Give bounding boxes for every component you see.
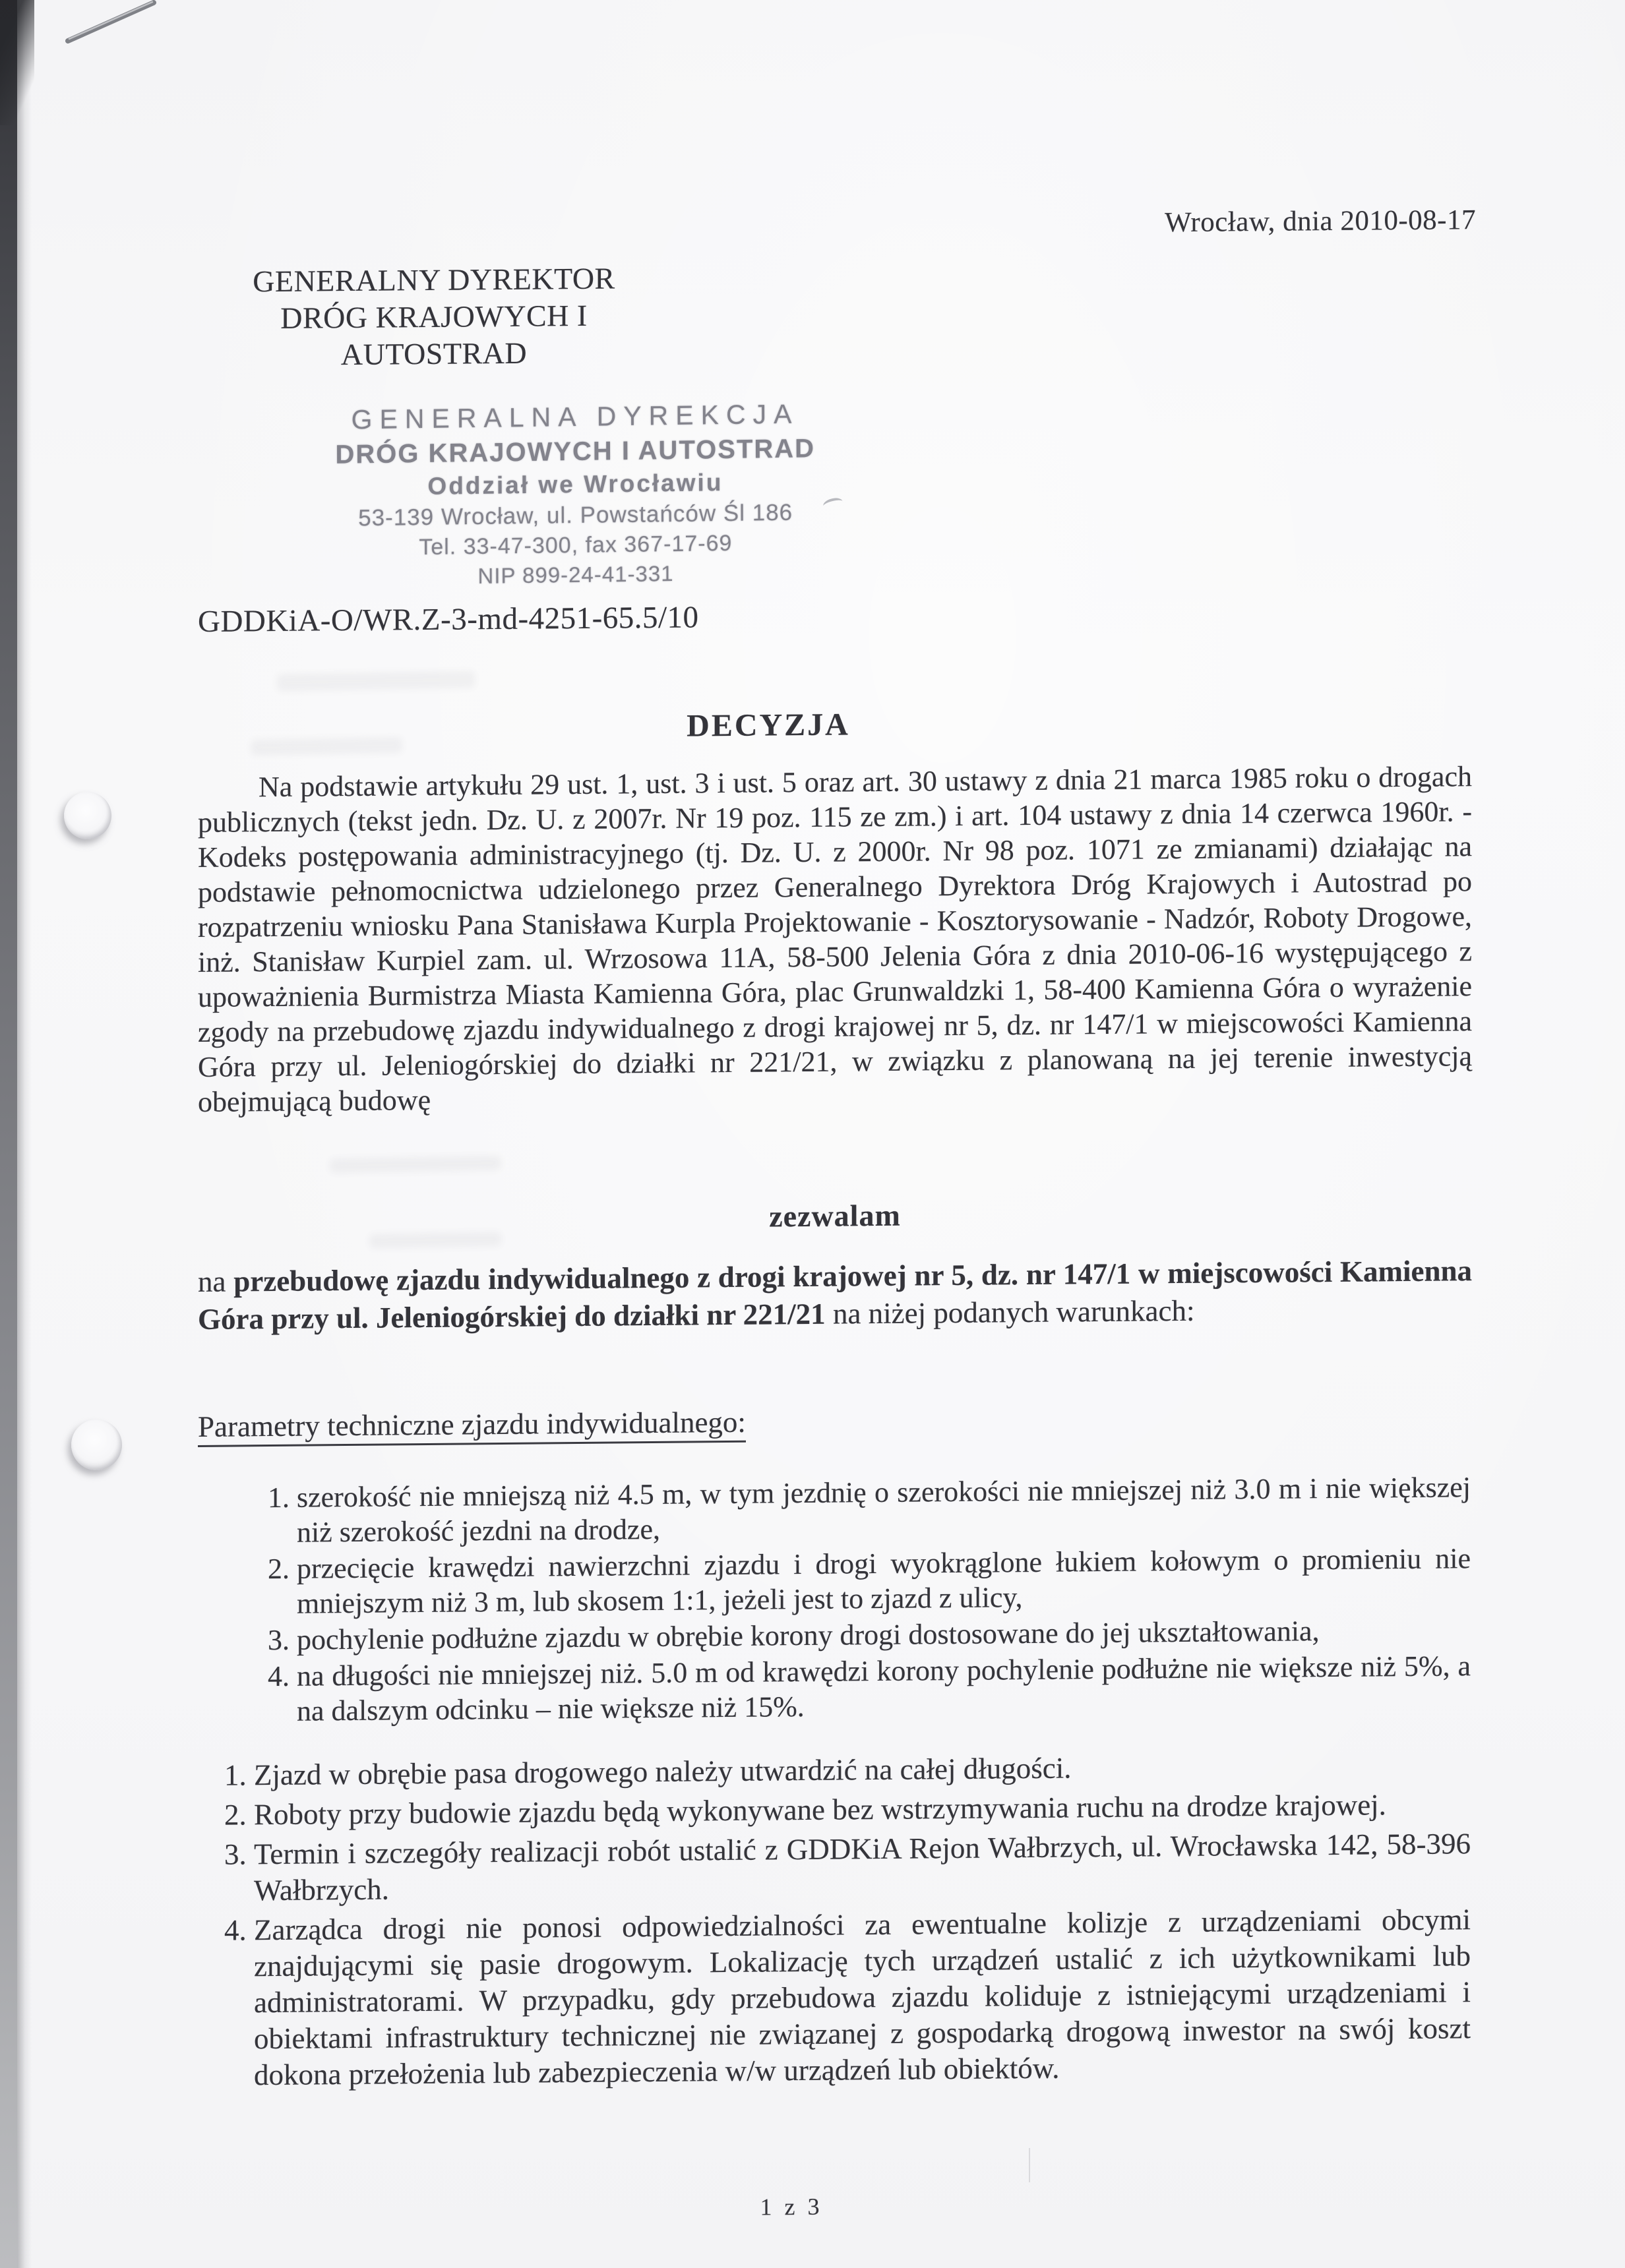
letterhead-line2: DRÓG KRAJOWYCH I AUTOSTRAD [280, 298, 588, 372]
parameters-heading [198, 1405, 746, 1444]
stamp-line-6: NIP 899-24-41-331 [477, 561, 674, 588]
page-number: 1 z 3 [760, 2193, 823, 2221]
intro-paragraph: Na podstawie artykułu 29 ust. 1, ust. 3 i ust. 5 oraz art. 30 ustawy z dnia 21 marca 1985 roku o drogach publicznych (tekst jedn. Dz. U. z 2007r. Nr 19 poz. 115 ze zm.) i art. 104 ustawy z dnia 14 czerwca 1960r. - Kodeks postępowania administracyjnego (tj. Dz. U. z 2000r. Nr 98 poz. 1071 ze zmianami) działając na podstawie pełnomocnictwa udzielonego przez Generalnego Dyrektora Dróg Krajowych i Autostrad po rozpatrzeniu wniosku Pana Stanisława Kurpla Projektowanie - Kosztorysowanie - Nadzór, Roboty Drogowe, inż. Stanisław Kurpiel zam. ul. Wrzosowa 11A, 58-500 Jelenia Góra z dnia 2010-06-16 występującego z upoważnienia Burmistrza Miasta Kamienna Góra, plac Grunwaldzki 1, 58-400 Kamienna Góra o wyrażenie zgody na przebudowę zjazdu indywidualnego z drogi krajowej nr 5, dz. nr 147/1 w miejscowości Kamienna Góra przy ul. Jeleniogórskiej do działki nr 221/21, w związku z planowaną na jej terenie inwestycją obejmującą budowę [198, 760, 1472, 1118]
condition-item-4: 4. Zarządca drogi nie ponosi odpowiedzialności za ewentualne kolizje z urządzeniami obcymi znajdującymi się pasie drogowym. Lokalizację tych urządzeń ustalić z ich użytkownikami lub administratorami. W przypadku, gdy przebudowa zjazdu koliduje z istniejącymi urządzeniami i obiektami infrastruktury technicznej nie związanej z gospodarką drogową inwestor na swój koszt dokona przełożenia lub zabezpieczenia w/w urządzeń lub obiektów. [254, 1901, 1471, 2093]
condition-item-1: 1. Zjazd w obrębie pasa drogowego należy utwardzić na całej długości. [254, 1746, 1471, 1793]
letterhead-line1: GENERALNY DYREKTOR [253, 261, 615, 299]
letterhead [198, 260, 670, 375]
grant-paragraph [198, 1252, 1472, 1338]
grant-prefix: na [198, 1265, 234, 1298]
stamp-line-5: Tel. 33-47-300, fax 367-17-69 [419, 530, 733, 560]
reference-number: GDDKiA-O/WR.Z-3-md-4251-65.5/10 [198, 600, 699, 639]
parameter-item-4: 4. na długości nie mniejszej niż. 5.0 m od krawędzi korony pochylenie podłużne nie większe niż 5%, a na dalszym odcinku – nie większe niż 15%. [297, 1648, 1471, 1729]
date-line: Wrocław, dnia 2010-08-17 [1165, 204, 1476, 239]
stamp-line-4: 53-139 Wrocław, ul. Powstańców Śl 186 [358, 499, 793, 531]
conditions-list [198, 1746, 1471, 2097]
parameters-heading-text: Parametry techniczne zjazdu indywidualnego: [198, 1406, 746, 1447]
grant-bold-text: przebudowę zjazdu indywidualnego z drogi krajowej nr 5, dz. nr 147/1 w miejscowości Kamienna Góra przy ul. Jeleniogórskiej do działki nr 221/21 [198, 1254, 1472, 1336]
parameter-item-3: 3. pochylenie podłużne zjazdu w obrębie korony drogi dostosowane do jej ukształtowania, [297, 1612, 1471, 1657]
stamp-line-2: DRÓG KRAJOWYCH I AUTOSTRAD [335, 434, 816, 469]
condition-item-2: 2. Roboty przy budowie zjazdu będą wykonywane bez wstrzymywania ruchu na drodze krajowej. [254, 1786, 1471, 1833]
document-title: DECYZJA [687, 707, 850, 744]
parameter-item-2: 2. przecięcie krawędzi nawierzchni zjazdu i drogi wyokrąglone łukiem kołowym o promieniu nie mniejszym niż 3 m, lub skosem 1:1, jeżeli jest to zjazd z ulicy, [297, 1541, 1471, 1621]
technical-parameters-list [241, 1470, 1471, 1730]
stamp-line-1: GENERALNA DYREKCJA [351, 398, 799, 435]
grant-suffix: na niżej podanych warunkach: [825, 1294, 1195, 1330]
stamp-line-3: Oddział we Wrocławiu [427, 469, 723, 500]
condition-item-3: 3. Termin i szczegóły realizacji robót ustalić z GDDKiA Rejon Wałbrzych, ul. Wrocławska 142, 58-396 Wałbrzych. [254, 1826, 1471, 1909]
office-stamp [266, 398, 884, 591]
verdict-word: zezwalam [769, 1198, 901, 1234]
parameter-item-1: 1. szerokość nie mniejszą niż 4.5 m, w tym jezdnię o szerokości nie mniejszej niż 3.0 m i nie większej niż szerokość jezdni na drodze, [297, 1470, 1471, 1550]
